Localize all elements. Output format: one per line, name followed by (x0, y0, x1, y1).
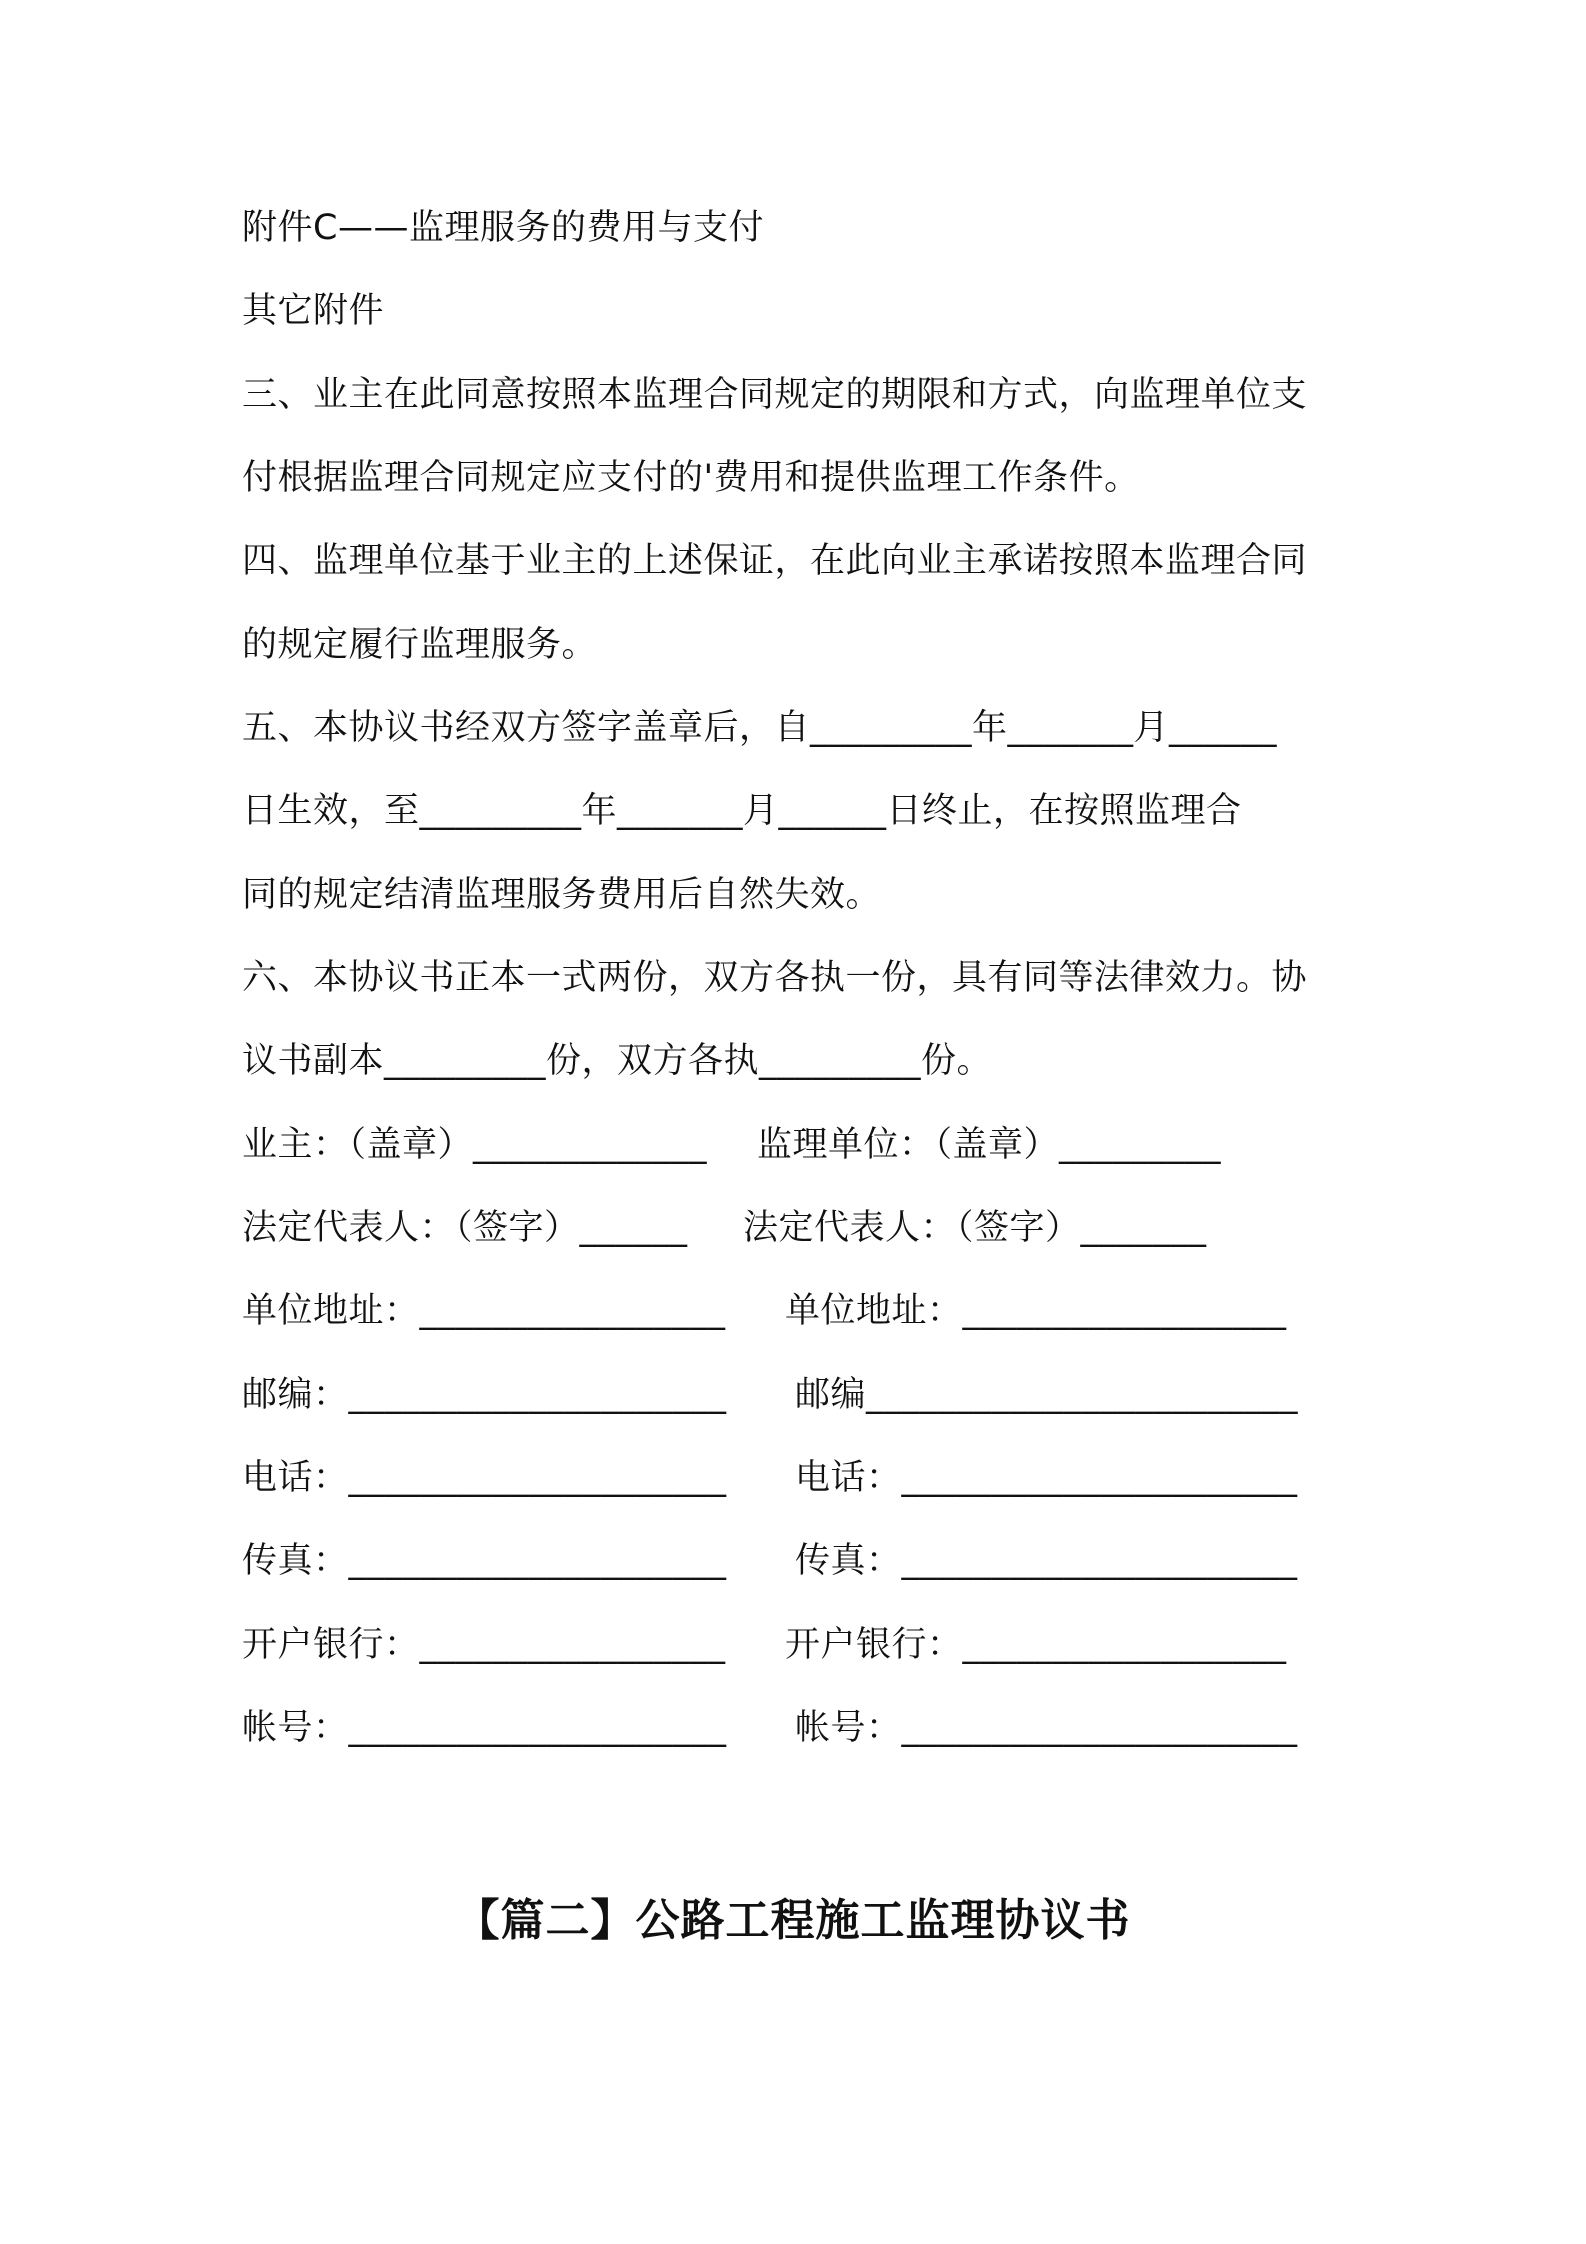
section-two-title: 【篇二】公路工程施工监理协议书 (455, 1895, 1131, 1946)
supervisor-phone-field: 电话：______________________ (795, 1458, 1298, 1498)
clause-four-line-2: 的规定履行监理服务。 (242, 625, 598, 665)
supervisor-postcode-field: 邮编________________________ (795, 1375, 1299, 1415)
clause-six-line-2: 议书副本_________份，双方各执_________份。 (242, 1041, 993, 1081)
attachment-c-line: 附件C——监理服务的费用与支付 (242, 208, 764, 248)
supervisor-seal-field: 监理单位：（盖章）_________ (757, 1125, 1222, 1165)
clause-six-line-1: 六、本协议书正本一式两份，双方各执一份，具有同等法律效力。协 (242, 958, 1308, 998)
clause-five-line-3: 同的规定结清监理服务费用后自然失效。 (242, 875, 882, 915)
supervisor-account-field: 帐号：______________________ (795, 1708, 1298, 1748)
owner-representative-field: 法定代表人：（签字）______ (242, 1208, 688, 1248)
owner-seal-field: 业主：（盖章）_____________ (242, 1125, 708, 1165)
owner-postcode-field: 邮编：_____________________ (242, 1375, 727, 1415)
supervisor-address-field: 单位地址：__________________ (785, 1291, 1287, 1331)
clause-four-line-1: 四、监理单位基于业主的上述保证，在此向业主承诺按照本监理合同 (242, 541, 1308, 581)
owner-bank-field: 开户银行：_________________ (242, 1625, 726, 1665)
clause-five-line-1: 五、本协议书经双方签字盖章后，自_________年_______月______ (242, 708, 1278, 748)
owner-account-field: 帐号：_____________________ (242, 1708, 727, 1748)
other-attachments-line: 其它附件 (242, 291, 385, 331)
supervisor-representative-field: 法定代表人：（签字）_______ (743, 1208, 1207, 1248)
owner-phone-field: 电话：_____________________ (242, 1458, 727, 1498)
owner-fax-field: 传真：_____________________ (242, 1541, 727, 1581)
supervisor-bank-field: 开户银行：__________________ (785, 1625, 1287, 1665)
clause-three-line-1: 三、业主在此同意按照本监理合同规定的期限和方式，向监理单位支 (242, 375, 1308, 415)
owner-address-field: 单位地址：_________________ (242, 1291, 726, 1331)
supervisor-fax-field: 传真：______________________ (795, 1541, 1298, 1581)
clause-three-line-2: 付根据监理合同规定应支付的'费用和提供监理工作条件。 (242, 458, 1140, 498)
clause-five-line-2: 日生效，至_________年_______月______日终止，在按照监理合 (242, 791, 1242, 831)
